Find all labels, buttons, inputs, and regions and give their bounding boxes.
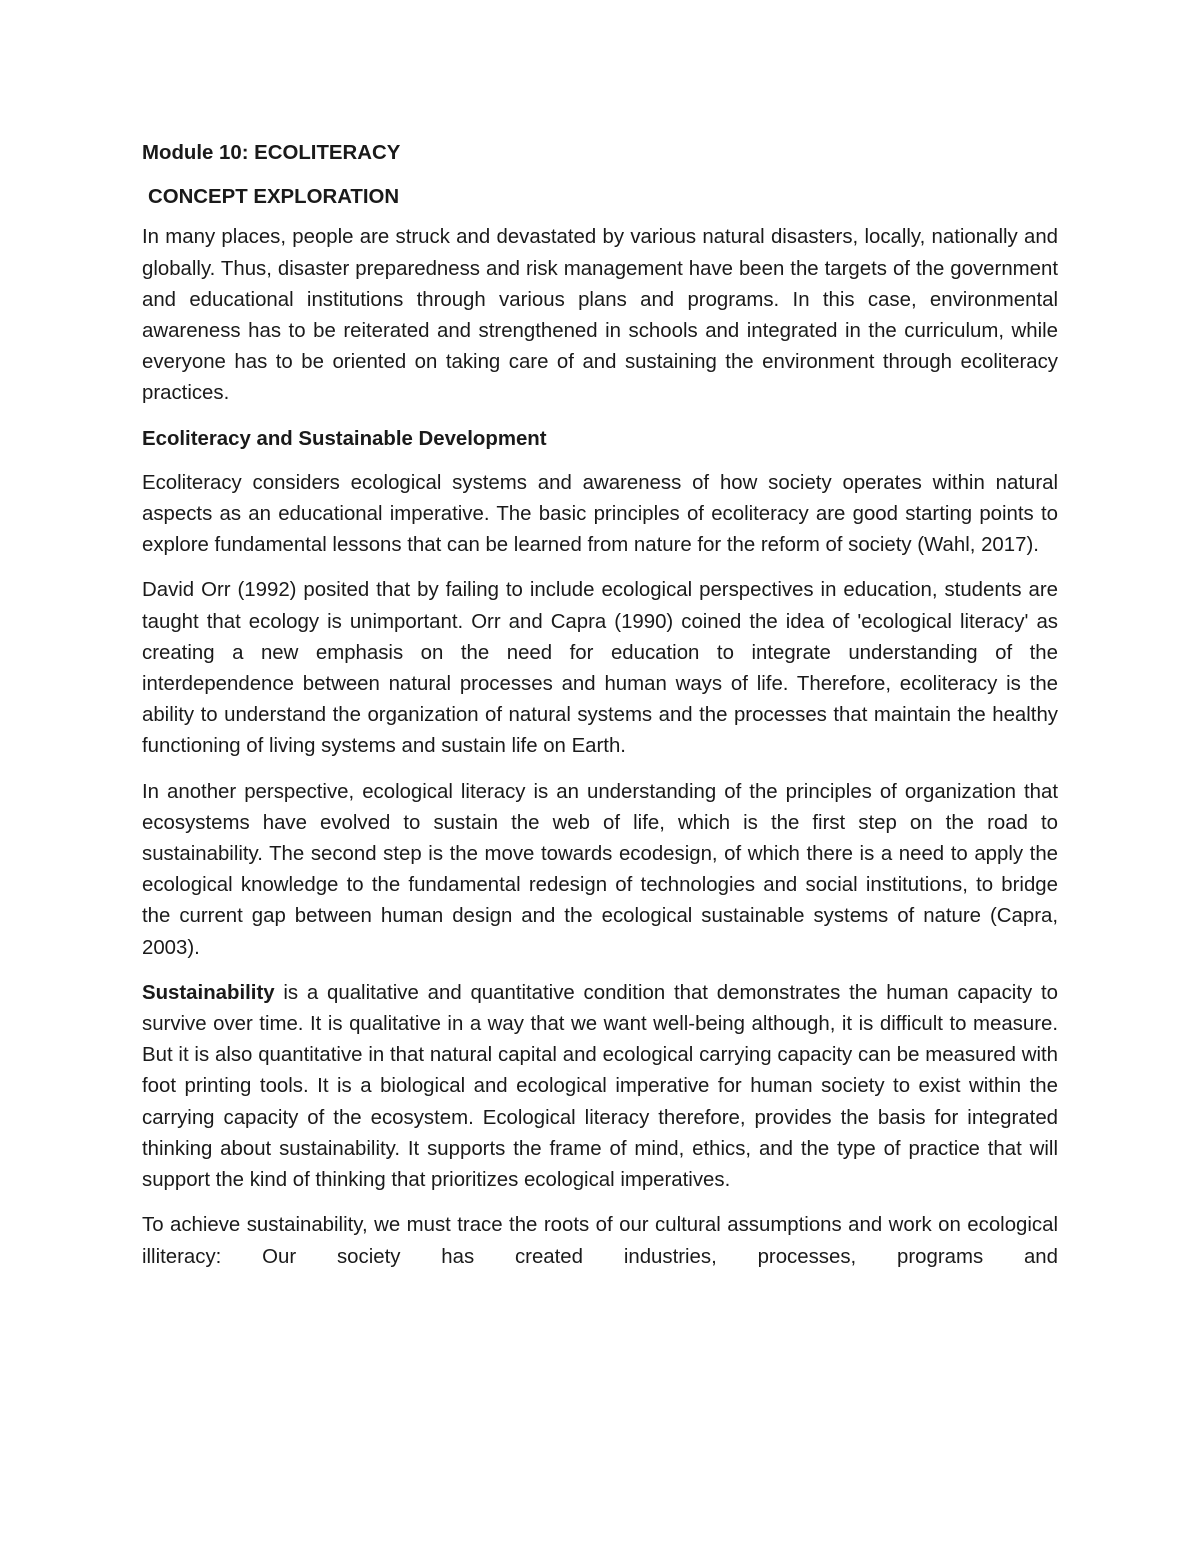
section-title: CONCEPT EXPLORATION: [148, 186, 400, 209]
paragraph-sustainability: [142, 978, 1058, 1196]
sustainability-term: Sustainability: [142, 981, 275, 1004]
intro-paragraph: In many places, people are struck and devastated by various natural disasters, locally, nationally and globally. Thus, disaster preparedness and risk management have been the targets of the government and educational institutions through various plans and programs. In this case, environmental awareness has to be reiterated and strengthened in schools and integrated in the curriculum, while everyone has to be oriented on taking care of and sustaining the environment through ecoliteracy practices.: [142, 226, 1058, 405]
paragraph-achieve-sustainability: To achieve sustainability, we must trace the roots of our cultural assumptions and work on ecological illiteracy: Our society has created industries, processes, programs and: [142, 1214, 1058, 1268]
paragraph-orr-capra: David Orr (1992) posited that by failing to include ecological perspectives in education, students are taught that ecology is unimportant. Orr and Capra (1990) coined the idea of 'ecological literacy' as creating a new emphasis on the need for education to integrate understanding of the interdependence between natural processes and human ways of life. Therefore, ecoliteracy is the ability to understand the organization of natural systems and the processes that maintain the healthy functioning of living systems and sustain life on Earth.: [142, 579, 1058, 758]
paragraph-ecoliteracy-definition: Ecoliteracy considers ecological systems and awareness of how society operates within natural aspects as an educational imperative. The basic principles of ecoliteracy are good starting points to explore fundamental lessons that can be learned from nature for the reform of society (Wahl, 2017).: [142, 471, 1058, 557]
module-title: Module 10: ECOLITERACY: [142, 142, 401, 164]
sustainability-paragraph-text: is a qualitative and quantitative condition that demonstrates the human capacity to survive over time. It is qualitative in a way that we want well-being although, it is difficult to measure. But it is also quantitative in that natural capital and ecological carrying capacity can be measured with foot printing tools. It is a biological and ecological imperative for human society to exist within the carrying capacity of the ecosystem. Ecological literacy therefore, provides the basis for integrated thinking about sustainability. It supports the frame of mind, ethics, and the type of practice that will support the kind of thinking that prioritizes ecological imperatives.: [142, 981, 1058, 1192]
paragraph-another-perspective: In another perspective, ecological literacy is an understanding of the principles of organization that ecosystems have evolved to sustain the web of life, which is the first step on the road to sustainability. The second step is the move towards ecodesign, of which there is a need to apply the ecological knowledge to the fundamental redesign of technologies and social institutions, to bridge the current gap between human design and the ecological sustainable systems of nature (Capra, 2003).: [142, 780, 1058, 959]
document-page: [142, 138, 1058, 1287]
subheading-ecoliteracy-sustainable-development: Ecoliteracy and Sustainable Development: [142, 427, 547, 450]
